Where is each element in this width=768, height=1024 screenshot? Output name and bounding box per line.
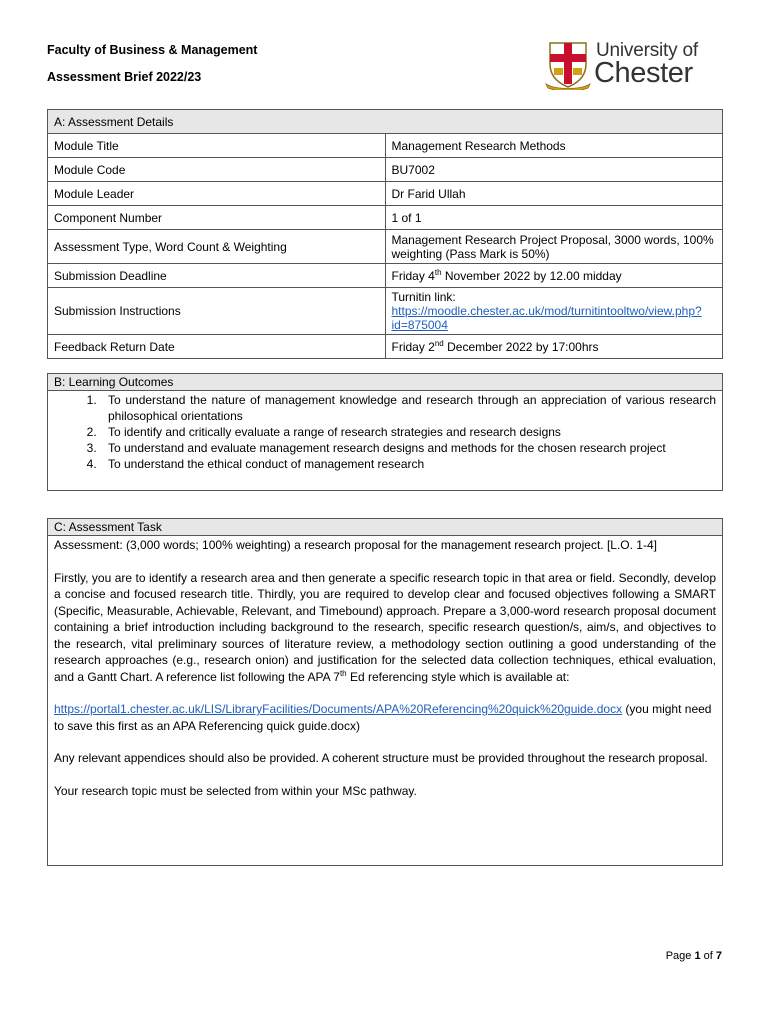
section-c-title: C: Assessment Task	[48, 519, 723, 536]
of-word: of	[700, 950, 716, 962]
university-logo	[544, 40, 704, 90]
faculty-heading: Faculty of Business & Management	[47, 43, 258, 57]
learning-outcome-item: 2. To identify and critically evaluate a range of research strategies and research designs	[100, 424, 716, 440]
learning-outcome-item: 4. To understand the ethical conduct of management research	[100, 456, 716, 472]
logo-chester-text: Chester	[594, 57, 693, 89]
deadline-rest: November 2022 by 12.00 midday	[441, 268, 622, 283]
assessment-type-value: Management Research Project Proposal, 3000 words, 100% weighting (Pass Mark is 50%)	[385, 230, 723, 264]
task-pathway-paragraph: Your research topic must be selected from within your MSc pathway.	[54, 783, 417, 798]
page-total: 7	[715, 950, 722, 962]
submission-deadline-value	[385, 264, 723, 288]
deadline-day: Friday 4	[391, 268, 435, 283]
component-number-value: 1 of 1	[385, 206, 723, 230]
page-footer	[666, 950, 722, 962]
task-appendices-paragraph: Any relevant appendices should also be provided. A coherent structure must be provided throughout the research proposal.	[54, 751, 708, 765]
module-code-label: Module Code	[48, 158, 386, 182]
component-number-label: Component Number	[48, 206, 386, 230]
logo-university-text: University of	[596, 40, 698, 61]
module-code-value: BU7002	[385, 158, 723, 182]
section-b-title: B: Learning Outcomes	[48, 374, 723, 391]
brief-heading: Assessment Brief 2022/23	[47, 70, 202, 84]
learning-outcomes-cell	[48, 391, 723, 491]
turnitin-link[interactable]: https://moodle.chester.ac.uk/mod/turnitintooltwo/view.php?id=875004	[391, 304, 702, 332]
apa-guide-note: (you might need to save this first as an APA Referencing quick guide.docx)	[54, 702, 712, 733]
turnitin-label: Turnitin link:	[391, 290, 456, 304]
feedback-day: Friday 2	[391, 339, 435, 354]
learning-outcome-item: 1. To understand the nature of management knowledge and research through an appreciation of various research philosophical orientations	[100, 392, 716, 424]
learning-outcome-item: 3. To understand and evaluate management research designs and methods for the chosen research project	[100, 440, 716, 456]
page-word: Page	[665, 950, 695, 962]
deadline-ordinal: th	[434, 267, 442, 277]
module-leader-label: Module Leader	[48, 182, 386, 206]
feedback-ordinal: nd	[434, 338, 444, 348]
submission-deadline-label: Submission Deadline	[48, 264, 386, 288]
submission-instructions-value	[385, 288, 723, 335]
module-title-label: Module Title	[48, 134, 386, 158]
learning-outcomes-list	[54, 392, 716, 472]
page-number: 1	[694, 950, 701, 962]
assessment-task-table	[47, 518, 723, 866]
assessment-task-cell	[48, 536, 723, 866]
assessment-details-table	[47, 109, 723, 359]
crest-icon	[544, 40, 592, 90]
feedback-date-label: Feedback Return Date	[48, 335, 386, 359]
task-paragraph-main-text: Firstly, you are to identify a research area and then generate a specific research topic in that area or field. Secondly, develop a concise and focused research title. Thirdly, you are required to develop clear and focused objectives following a SMART (Specific, Measurable, Achievable, Relevant, and Timebound) approach. Prepare a 3,000-word research proposal document containing a brief introduction including background to the research, specific research question/s, aim/s, and objectives to the research, vital preliminary sources of literature review, a methodology section outlining a good understanding of the research approaches (e.g., research onion) and justification for the selected data collection techniques, ethical evaluation, and a Gantt Chart. A reference list following the APA 7	[54, 570, 716, 684]
section-a-title: A: Assessment Details	[48, 110, 723, 134]
task-intro: Assessment: (3,000 words; 100% weighting) a research proposal for the management research project. [L.O. 1-4]	[54, 538, 657, 552]
apa-ordinal: th	[339, 668, 347, 678]
task-paragraph-main-end: Ed referencing style which is available at:	[346, 669, 570, 684]
submission-instructions-label: Submission Instructions	[48, 288, 386, 335]
apa-guide-link[interactable]: https://portal1.chester.ac.uk/LIS/LibraryFacilities/Documents/APA%20Referencing%20quick%20guide.docx	[54, 702, 623, 716]
feedback-date-value	[385, 335, 723, 359]
task-paragraph-main	[54, 570, 716, 686]
learning-outcomes-table	[47, 373, 723, 491]
feedback-rest: December 2022 by 17:00hrs	[443, 339, 599, 354]
module-leader-value: Dr Farid Ullah	[385, 182, 723, 206]
module-title-value: Management Research Methods	[385, 134, 723, 158]
assessment-type-label: Assessment Type, Word Count & Weighting	[48, 230, 386, 264]
apa-guide-paragraph	[54, 701, 716, 734]
